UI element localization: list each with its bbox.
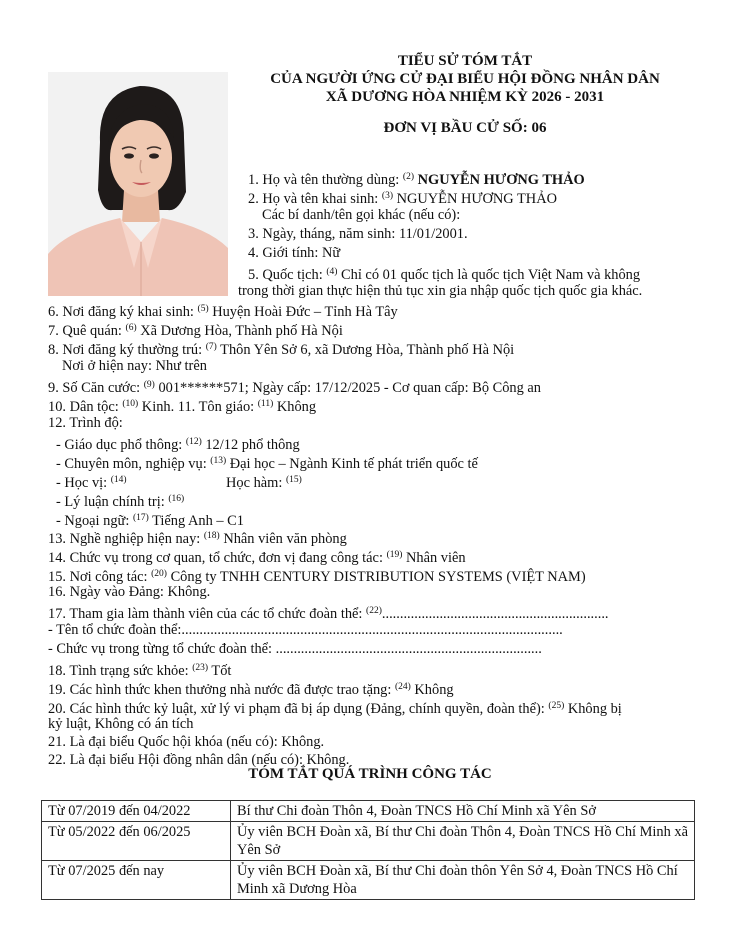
portrait-illustration [48,72,228,296]
footnote-ref: (5) [197,304,209,314]
field-gender: 4. Giới tính: Nữ [248,245,341,261]
field-value: Xã Dương Hòa, Thành phố Hà Nội [140,323,343,339]
field-label: 14. Chức vụ trong cơ quan, tổ chức, đơn vị đang công tác: [48,550,383,566]
period-cell: Từ 07/2019 đến 04/2022 [42,801,231,822]
field-discipline-cont: kỷ luật, Không có án tích [48,716,194,732]
field-birth-name [248,187,557,208]
dotted-blank: ............................................................... [381,606,609,622]
field-label: 11. Tôn giáo: [177,399,255,415]
footnote-ref: (6) [125,323,137,333]
field-value: NGUYỄN HƯƠNG THẢO [396,191,557,207]
field-label: 18. Tình trạng sức khỏe: [48,663,189,679]
description-cell: Ủy viên BCH Đoàn xã, Bí thư Chi đoàn thôn Yên Sở 4, Đoàn TNCS Hồ Chí Minh xã Dương Hòa [231,861,695,900]
field-value: Công ty TNHH CENTURY DISTRIBUTION SYSTEMS (VIỆT NAM) [170,569,586,585]
field-label: - Giáo dục phổ thông: [56,437,183,453]
footnote-ref: (22) [366,606,382,616]
description-cell: Ủy viên BCH Đoàn xã, Bí thư Chi đoàn Thôn 4, Đoàn TNCS Hồ Chí Minh xã Yên Sở [231,822,695,861]
table-row [42,822,695,861]
field-nationality [248,263,640,284]
candidate-photo [48,72,228,296]
field-birth-date: 3. Ngày, tháng, năm sinh: 11/01/2001. [248,226,468,242]
footnote-ref: (7) [205,342,217,352]
field-qualifications: 12. Trình độ: [48,415,123,431]
field-political-theory [56,490,184,511]
document-header [230,52,700,137]
footnote-ref: (11) [257,399,274,409]
footnote-ref: (12) [185,437,202,447]
field-value: Nhân viên [406,550,466,566]
work-history-table [41,800,695,900]
field-value: Không [414,682,454,698]
footnote-ref: (17) [132,513,149,523]
field-label: 2. Họ và tên khai sinh: [248,191,379,207]
field-id-card [48,376,541,397]
footnote-ref: (3) [381,191,393,201]
footnote-ref: (23) [192,663,209,673]
field-ethnicity-religion [48,395,316,416]
electoral-unit: ĐƠN VỊ BẦU CỬ SỐ: 06 [383,120,547,136]
field-aliases: Các bí danh/tên gọi khác (nếu có): [262,207,461,223]
footnote-ref: (10) [122,399,139,409]
field-value: Nhân viên văn phòng [223,531,347,547]
field-label: 7. Quê quán: [48,323,122,339]
footnote-ref: (25) [548,701,565,711]
field-position [48,546,466,567]
field-permanent-residence [48,338,514,359]
field-birth-registration [48,300,398,321]
field-party-date: 16. Ngày vào Đảng: Không. [48,584,211,600]
field-label: 9. Số Căn cước: [48,380,141,396]
header-term: XÃ DƯƠNG HÒA NHIỆM KỲ 2026 - 2031 [325,89,605,105]
field-label: 17. Tham gia làm thành viên của các tổ chức đoàn thể: [48,606,363,622]
table-row [42,861,695,900]
footnote-ref: (9) [143,380,155,390]
field-value: Tiếng Anh – C1 [152,513,244,529]
candidate-name: NGUYỄN HƯƠNG THẢO [417,172,585,188]
footnote-ref: (18) [203,531,220,541]
footnote-ref: (15) [285,475,302,485]
field-label: 13. Nghề nghiệp hiện nay: [48,531,201,547]
field-value: 12/12 phổ thông [205,437,300,453]
field-academic-title [226,471,302,492]
field-organization-name: - Tên tổ chức đoàn thể:.......................................................................................................... [48,622,563,638]
field-label: 8. Nơi đăng ký thường trú: [48,342,203,358]
field-hometown [48,319,343,340]
field-awards [48,678,454,699]
field-value: Kinh. [141,399,175,415]
field-value: Đại học – Ngành Kinh tế phát triển quốc tế [229,456,478,472]
header-title: TIỂU SỬ TÓM TẮT [397,53,533,69]
field-organizations [48,602,609,623]
field-current-residence: Nơi ở hiện nay: Như trên [62,358,207,374]
field-label: Học hàm: [226,475,283,491]
footnote-ref: (16) [168,494,185,504]
field-value: Không [276,399,317,415]
field-value: Không bị [567,701,622,717]
footnote-ref: (2) [402,172,414,182]
field-label: 1. Họ và tên thường dùng: [248,172,400,188]
field-value: Thôn Yên Sở 6, xã Dương Hòa, Thành phố Hà Nội [220,342,515,358]
field-label: 5. Quốc tịch: [248,267,323,283]
field-label: - Học vị: [56,475,108,491]
footnote-ref: (13) [210,456,227,466]
table-row [42,801,695,822]
field-occupation [48,527,347,548]
footnote-ref: (19) [386,550,403,560]
field-value: Chỉ có 01 quốc tịch là quốc tịch Việt Nam và không [341,267,641,283]
field-value: Tốt [211,663,232,679]
work-history-title: TÓM TẮT QUÁ TRÌNH CÔNG TÁC [248,766,492,782]
field-label: - Ngoại ngữ: [56,513,130,529]
field-general-education [56,433,300,454]
field-label: 10. Dân tộc: [48,399,119,415]
field-degree [56,471,127,492]
field-label: 15. Nơi công tác: [48,569,148,585]
field-health [48,659,231,680]
period-cell: Từ 05/2022 đến 06/2025 [42,822,231,861]
field-specialty [56,452,478,473]
field-peoples-council: 22. Là đại biểu Hội đồng nhân dân (nếu có): Không. [48,752,350,768]
field-value: 001******571; Ngày cấp: 17/12/2025 - Cơ quan cấp: Bộ Công an [158,380,541,396]
field-label: - Chuyên môn, nghiệp vụ: [56,456,207,472]
footnote-ref: (20) [151,569,167,579]
field-national-assembly: 21. Là đại biểu Quốc hội khóa (nếu có): Không. [48,734,325,750]
field-label: - Lý luận chính trị: [56,494,165,510]
field-common-name [248,168,585,189]
header-subtitle: CỦA NGƯỜI ỨNG CỬ ĐẠI BIỂU HỘI ĐỒNG NHÂN DÂN [270,71,660,87]
field-organization-role: - Chức vụ trong từng tổ chức đoàn thể: .......................................................................... [48,641,542,657]
field-label: 19. Các hình thức khen thưởng nhà nước đã được trao tặng: [48,682,392,698]
field-value: Huyện Hoài Đức – Tỉnh Hà Tây [212,304,398,320]
period-cell: Từ 07/2025 đến nay [42,861,231,900]
footnote-ref: (24) [394,682,411,692]
field-label: 6. Nơi đăng ký khai sinh: [48,304,194,320]
field-nationality-cont: trong thời gian thực hiện thủ tục xin gia nhập quốc tịch quốc gia khác. [238,283,643,299]
footnote-ref: (14) [110,475,127,485]
footnote-ref: (4) [326,267,338,277]
description-cell: Bí thư Chi đoàn Thôn 4, Đoàn TNCS Hồ Chí Minh xã Yên Sở [231,801,695,822]
field-label: 20. Các hình thức kỷ luật, xử lý vi phạm đã bị áp dụng (Đảng, chính quyền, đoàn thể): [48,701,545,717]
